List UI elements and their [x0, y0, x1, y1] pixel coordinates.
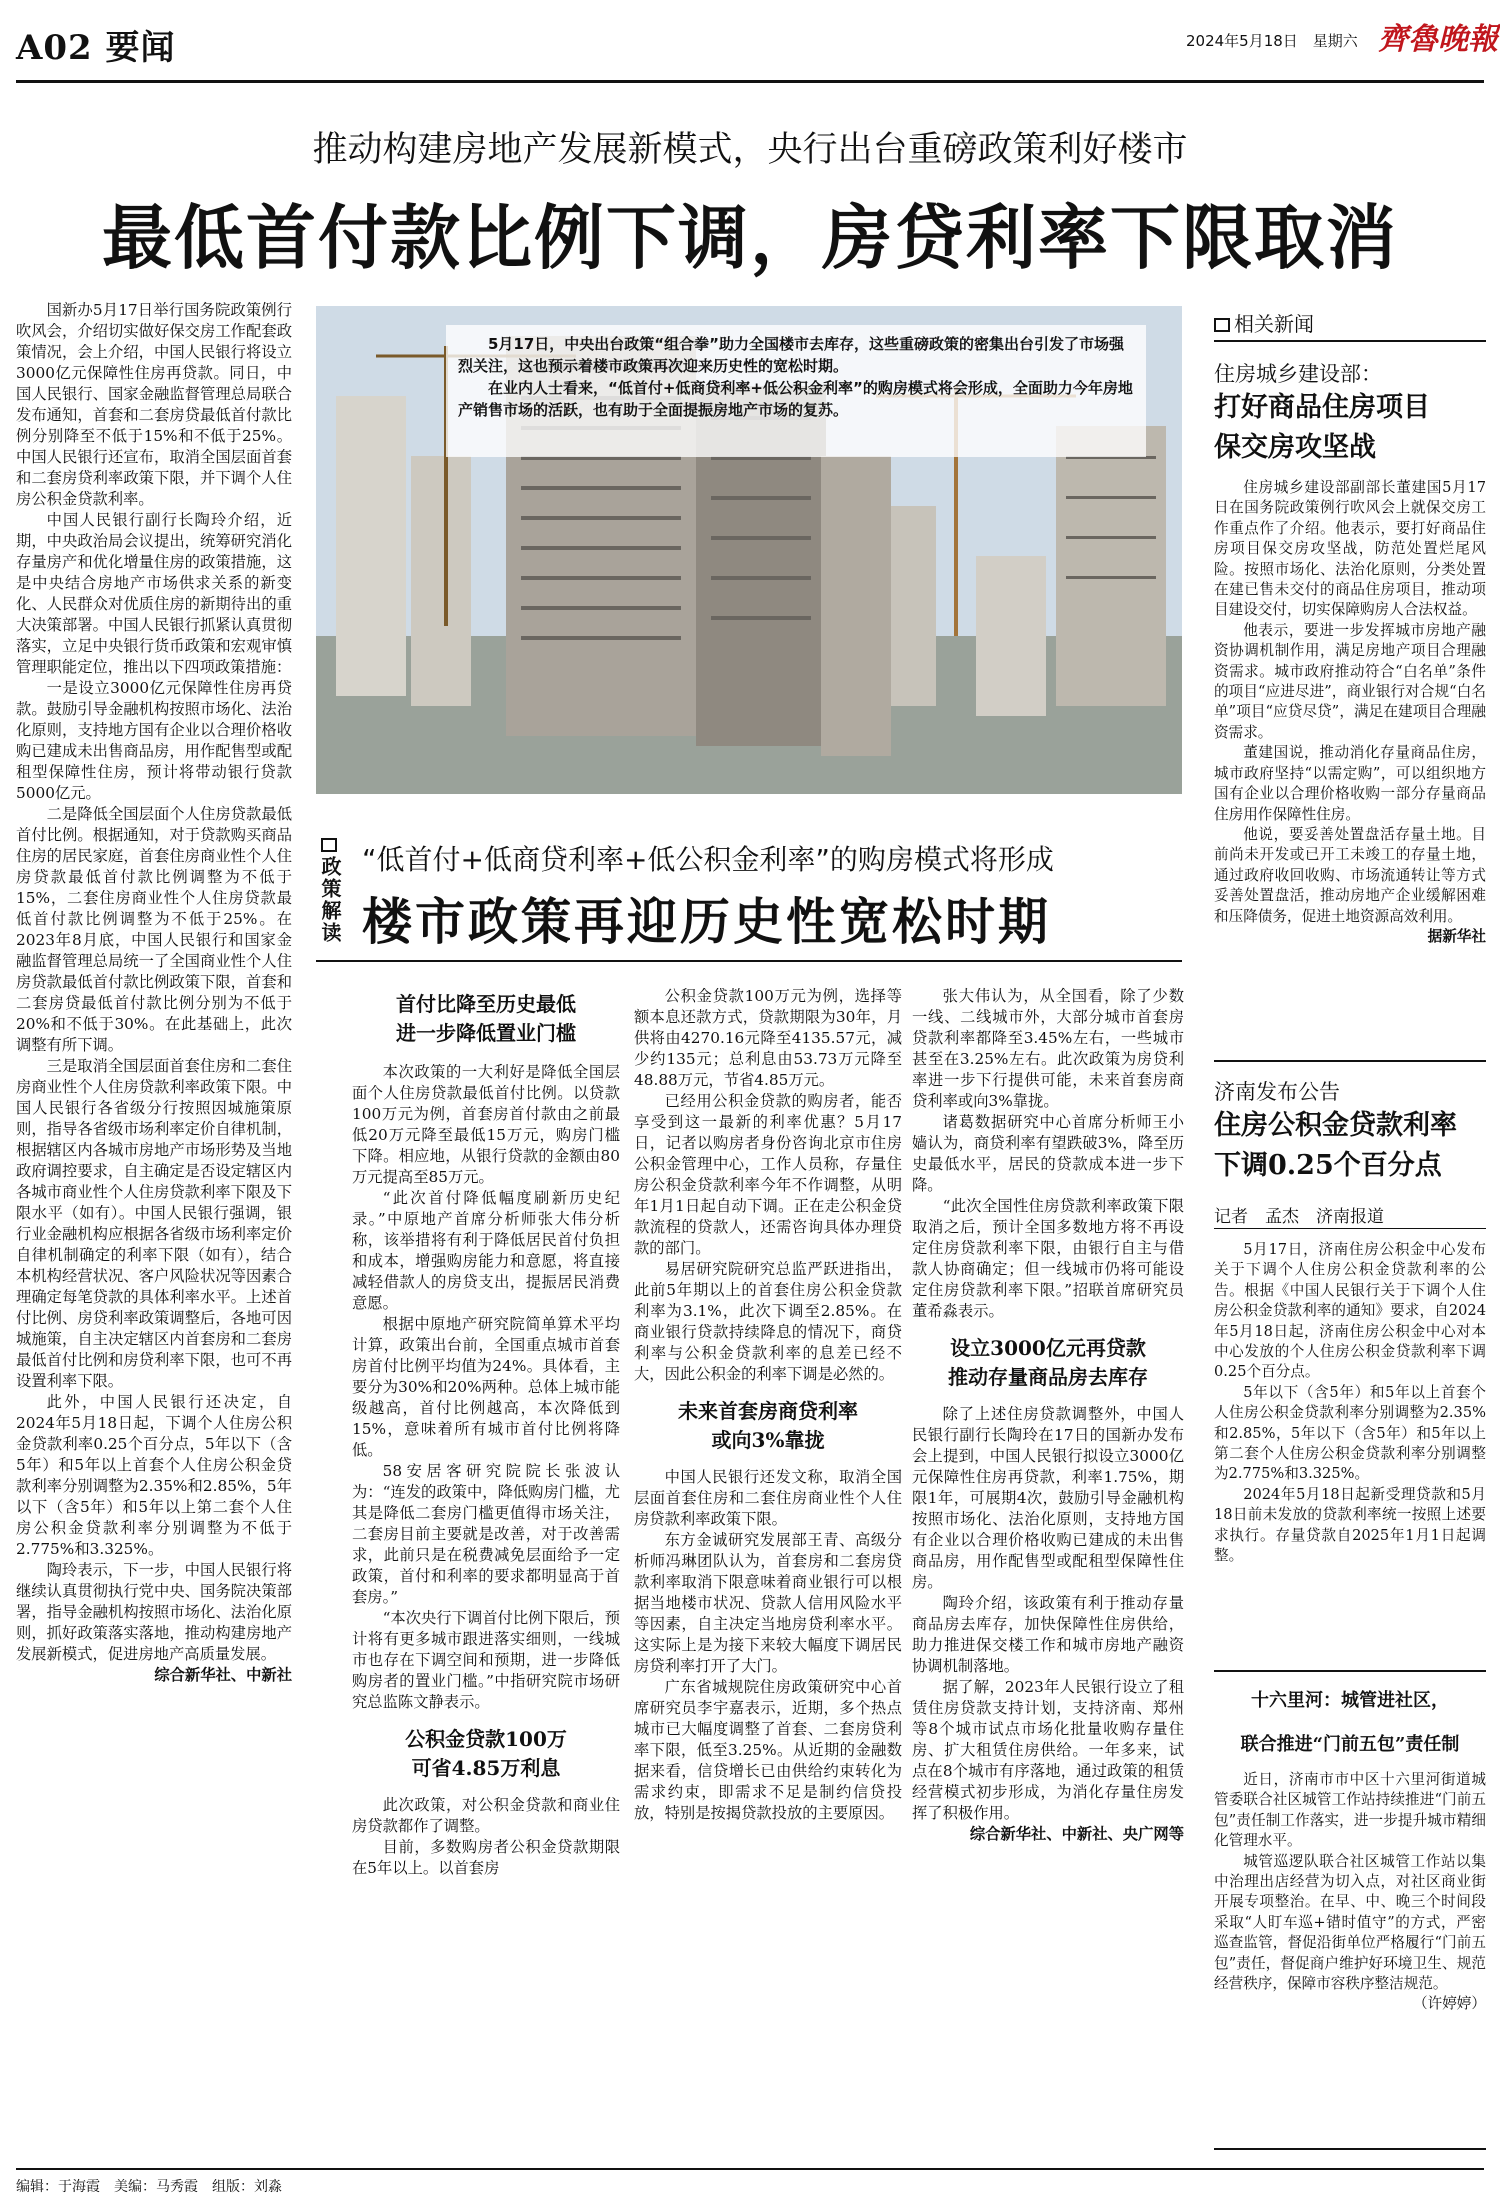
section-label-box: [318, 838, 344, 958]
paragraph: 据了解，2023年人民银行设立了租赁住房贷款支持计划，支持济南、郑州等8个城市试点市场化批量收购存量住房、扩大租赁住房供给。一年多来，试点在8个城市有序落地，通过政策的租赁经营模式初步形成，为消化存量住房发挥了积极作用。: [912, 1678, 1184, 1822]
paragraph: 国新办5月17日举行国务院政策例行吹风会，介绍切实做好保交房工作配套政策情况，会上介绍，中国人民银行将设立3000亿元保障性住房再贷款。同日，中国人民银行、国家金融监督管理总局联合发布通知，首套和二套房贷最低首付款比例分别降至不低于15%和不低于25%。中国人民银行还宣布，取消全国层面首套和二套房贷利率政策下限，并下调个人住房公积金贷款利率。: [16, 301, 292, 508]
paragraph: 易居研究院研究总监严跃进指出，此前5年期以上的首套住房公积金贷款利率为3.1%，此次下调至2.85%。在商业银行贷款持续降息的情况下，商贷利率与公积金贷款利率的息差已经不大，因此公积金的利率下调是必然的。: [634, 1260, 902, 1383]
caption-paragraph: 5月17日，中央出台政策“组合拳”助力全国楼市去库存，这些重磅政策的密集出台引发了市场强烈关注，这也预示着楼市政策再次迎来历史性的宽松时期。: [458, 335, 1125, 375]
paragraph: 根据中原地产研究院简单算术平均计算，政策出台前，全国重点城市首套房首付比例平均值为24%。具体看，主要分为30%和20%两种。总体上城市能级越高，首付比例越高，本次降低到15%，意味着所有城市首付比例将降低。: [352, 1315, 620, 1459]
paragraph: 除了上述住房贷款调整外，中国人民银行副行长陶玲在17日的国新办发布会上提到，中国人民银行拟设立3000亿元保障性住房再贷款，利率1.75%，期限1年，可展期4次，鼓励引导金融机构按照市场化、法治化原则，支持地方国有企业以合理价格收购已建成的未出售商品房，用作配售型或配租型保障性住房。: [912, 1405, 1184, 1591]
paragraph: 一是设立3000亿元保障性住房再贷款。鼓励引导金融机构按照市场化、法治化原则，支持地方国有企业以合理价格收购已建成未出售商品房，用作配售型或配租型保障性住房，预计将带动银行贷款5000亿元。: [16, 679, 292, 802]
footer-rule: [16, 2168, 1484, 2170]
analysis-headline: 楼市政策再迎历史性宽松时期: [362, 892, 1051, 951]
related-news-label: 相关新闻: [1234, 312, 1314, 336]
subhead: 设立3000亿元再贷款 推动存量商品房去库存: [948, 1336, 1148, 1389]
sidebar-rule: [1214, 1060, 1486, 1062]
square-icon: [1214, 318, 1230, 332]
paragraph: 他说，要妥善处置盘活存量土地。目前尚未开发或已开工未竣工的存量土地，通过政府收回收购、市场流通转让等方式妥善处置盘活，推动房地产企业缓解困难和压降债务，促进土地资源高效利用。: [1214, 825, 1486, 925]
paragraph: 广东省城规院住房政策研究中心首席研究员李宇嘉表示，近期，多个热点城市已大幅度调整了首套、二套房贷利率下限，低至3.25%。从近期的金融数据来看，信贷增长已由供给约束转化为需求约束，即需求不足是制约信贷投放，特别是按揭贷款投放的主要原因。: [634, 1678, 902, 1822]
paragraph: 三是取消全国层面首套住房和二套住房商业性个人住房贷款利率政策下限。中国人民银行各省级分行按照因城施策原则，指导各省级市场利率定价自律机制，根据辖区内各城市房地产市场形势及当地政府调控要求，自主确定是否设定辖区内各城市商业性个人住房贷款利率下限及下限水平（如有）。中国人民银行强调，银行业金融机构应根据各省级市场利率定价自律机制确定的利率下限（如有），结合本机构经营状况、客户风险状况等因素合理确定每笔贷款的具体利率水平。上述首付比例、房贷利率政策调整后，各地可因城施策，自主决定辖区内首套房和二套房最低首付比例和房贷利率下限，也可不再设置利率下限。: [16, 1057, 292, 1390]
paragraph: “本次央行下调首付比例下限后，预计将有更多城市跟进落实细则，一线城市也存在下调空间和预期，进一步降低购房者的置业门槛。”中指研究院市场研究总监陈文静表示。: [352, 1609, 620, 1711]
lead-story-column: [16, 300, 292, 2160]
paragraph: 董建国说，推动消化存量商品住房，城市政府坚持“以需定购”，可以组织地方国有企业以合理价格收购一部分存量商品住房用作保障性住房。: [1214, 744, 1486, 823]
paragraph: 诸葛数据研究中心首席分析师王小嫱认为，商贷利率有望跌破3%，降至历史最低水平，居民的贷款成本进一步下降。: [912, 1113, 1184, 1194]
analysis-kicker: “低首付+低商贷利率+低公积金利率”的购房模式将形成: [362, 843, 1054, 876]
photo-caption: [446, 325, 1146, 457]
paragraph: 陶玲介绍，该政策有利于推动存量商品房去库存，加快保障性住房供给，助力推进保交楼工作和城市房地产融资协调机制落地。: [912, 1594, 1184, 1675]
paragraph: 5年以下（含5年）和5年以上首套个人住房公积金贷款利率分别调整为2.35%和2.85%，5年以下（含5年）和5年以上第二套个人住房公积金贷款利率分别调整为2.775%和3.325%。: [1214, 1383, 1486, 1483]
lead-headline: 最低首付款比例下调，房贷利率下限取消: [102, 196, 1398, 279]
paragraph: 5月17日，济南住房公积金中心发布关于下调个人住房公积金贷款利率的公告。根据《中国人民银行关于下调个人住房公积金贷款利率的通知》要求，自2024年5月18日起，济南住房公积金中心对本中心发放的个人住房公积金贷款利率下调0.25个百分点。: [1214, 1241, 1486, 1381]
analysis-column-a: [352, 990, 620, 2160]
sidebar-kicker: 住房城乡建设部：: [1214, 362, 1382, 386]
paragraph: 本次政策的一大利好是降低全国层面个人住房贷款最低首付比例。以贷款100万元为例，首套房首付款由之前最低20万元降至最低15万元，购房门槛下降。相应地，从银行贷款的金额由80万元提高至85万元。: [352, 1063, 620, 1186]
page-section-label: A02 要闻: [16, 28, 176, 68]
paragraph: 中国人民银行副行长陶玲介绍，近期，中央政治局会议提出，统筹研究消化存量房产和优化增量住房的政策措施，这是中央结合房地产市场供求关系的新变化、人民群众对优质住房的新期待出的重大决策部署。中国人民银行抓紧认真贯彻落实，立足中央银行货币政策和宏观审慎管理职能定位，推出以下四项政策措施：: [16, 511, 292, 676]
story-credit: 综合新华社、中新社: [154, 1666, 292, 1684]
paragraph: 此次政策，对公积金贷款和商业住房贷款都作了调整。: [352, 1796, 620, 1835]
byline: 记者 孟杰 济南报道: [1214, 1207, 1384, 1227]
subhead: 公积金贷款100万 可省4.85万利息: [405, 1727, 567, 1780]
sidebar-kicker: 济南发布公告: [1214, 1080, 1340, 1104]
paragraph: 张大伟认为，从全国看，除了少数一线、二线城市外，大部分城市首套房贷款利率都降至3.45%左右，一些城市甚至在3.25%左右。此次政策为房贷利率进一步下行提供可能，未来首套房商贷利率或向3%靠拢。: [912, 987, 1184, 1110]
paragraph: 东方金诚研究发展部王青、高级分析师冯琳团队认为，首套房和二套房贷款利率取消下限意味着商业银行可以根据当地楼市状况、贷款人信用风险水平等因素，自主决定当地房贷利率水平。这实际上是为接下来较大幅度下调居民房贷利率打开了大门。: [634, 1531, 902, 1675]
paragraph: 住房城乡建设部副部长董建国5月17日在国务院政策例行吹风会上就保交房工作重点作了介绍。他表示，要打好商品住房项目保交房攻坚战，防范处置烂尾风险。按照市场化、法治化原则，分类处置在建已售未交付的商品住房项目，推动项目建设交付，切实保障购房人合法权益。: [1214, 479, 1486, 619]
paragraph: 2024年5月18日起新受理贷款和5月18日前未发放的贷款利率统一按照上述要求执行。存量贷款自2025年1月1日起调整。: [1214, 1485, 1486, 1565]
paragraph: 已经用公积金贷款的购房者，能否享受到这一最新的利率优惠？5月17日，记者以购房者身份咨询北京市住房公积金管理中心，工作人员称，存量住房公积金贷款利率今年不作调整，从明年1月1日起自动下调。正在走公积金贷款流程的贷款人，还需咨询具体办理贷款的部门。: [634, 1092, 902, 1257]
paragraph: 58安居客研究院院长张波认为：“连发的政策中，降低购房门槛，尤其是降低二套房门槛更值得市场关注，二套房目前主要就是改善，对于改善需求，此前只是在税费减免层面给予一定政策，首付和利率的要求都明显高于首套房。”: [352, 1462, 620, 1606]
story-credit: 综合新华社、中新社、央广网等: [969, 1825, 1184, 1843]
analysis-column-b: [634, 986, 902, 2160]
paragraph: 城管巡逻队联合社区城管工作站以集中治理出店经营为切入点，对社区商业街开展专项整治。在早、中、晚三个时间段采取“人盯车巡+错时值守”的方式，严密巡查监管，督促沿街单位严格履行“门前五包”责任，督促商户维护好环境卫生、规范经营秩序，保障市容秩序整洁规范。: [1214, 1852, 1486, 1993]
paragraph: 近日，济南市市中区十六里河街道城管委联合社区城管工作站持续推进“门前五包”责任制工作落实，进一步提升城市精细化管理水平。: [1214, 1771, 1486, 1850]
paragraph: 陶玲表示，下一步，中国人民银行将继续认真贯彻执行党中央、国务院决策部署，指导金融机构按照市场化、法治化原则，抓好政策落实落地，推动构建房地产发展新模式，促进房地产高质量发展。: [16, 1561, 292, 1663]
caption-paragraph: 在业内人士看来，“低首付+低商贷利率+低公积金利率”的购房模式将会形成，全面助力今年房地产销售市场的活跃，也有助于全面提振房地产市场的复苏。: [458, 379, 1133, 419]
story-credit: 据新华社: [1427, 927, 1486, 945]
analysis-rule: [316, 960, 1182, 962]
byline-rule: [1214, 1228, 1486, 1229]
paragraph: “此次全国性住房贷款利率政策下限取消之后，预计全国多数地方将不再设定住房贷款利率下限，由银行自主与借款人协商确定；但一线城市仍将可能设定住房贷款利率下限。”招联首席研究员董希淼表示。: [912, 1197, 1184, 1320]
story-credit: （许婷婷）: [1413, 1995, 1486, 2013]
related-news-tag: [1214, 308, 1314, 337]
sidebar-box: [1214, 1670, 1486, 2150]
sidebar-headline: 住房公积金贷款利率 下调0.25个百分点: [1214, 1110, 1457, 1181]
sidebar-story-1: [1214, 478, 1486, 1038]
box-headline: 十六里河：城管进社区，: [1251, 1690, 1449, 1711]
paragraph: 目前，多数购房者公积金贷款期限在5年以上。以首套房: [352, 1838, 620, 1877]
sidebar-headline: 打好商品住房项目 保交房攻坚战: [1214, 392, 1430, 463]
sidebar-rule: [1214, 340, 1486, 342]
newspaper-logo: 齊魯晚報: [1378, 22, 1498, 57]
header-rule: [16, 80, 1484, 83]
lead-kicker: 推动构建房地产发展新模式，央行出台重磅政策利好楼市: [312, 130, 1188, 170]
paragraph: 公积金贷款100万元为例，选择等额本息还款方式，贷款期限为30年，月供将由4270.16元降至4135.57元，减少约135元；总利息由53.73万元降至48.88万元，节省4.85万元。: [634, 987, 902, 1089]
section-label: 政策解读: [318, 856, 342, 944]
box-headline: 联合推进“门前五包”责任制: [1240, 1734, 1460, 1755]
paragraph: 二是降低全国层面个人住房贷款最低首付比例。根据通知，对于贷款购买商品住房的居民家庭，首套住房商业性个人住房贷款最低首付款比例调整为不低于15%，二套住房商业性个人住房贷款最低首付款比例调整为不低于25%。在2023年8月底，中国人民银行和国家金融监督管理总局统一了全国商业性个人住房贷款最低首付款比例政策下限，首套和二套房贷最低首付款比例分别为不低于20%和不低于30%。在此基础上，此次调整有所下调。: [16, 805, 292, 1054]
subhead: 未来首套房商贷利率 或向3%靠拢: [678, 1399, 858, 1452]
issue-date: 2024年5月18日 星期六: [1186, 32, 1358, 50]
paragraph: 他表示，要进一步发挥城市房地产融资协调机制作用，满足房地产项目合理融资需求。城市政府推动符合“白名单”条件的项目“应进尽进”，商业银行对合规“白名单”项目“应贷尽贷”，满足在建项目合理融资需求。: [1214, 621, 1486, 741]
paragraph: 中国人民银行还发文称，取消全国层面首套住房和二套住房商业性个人住房贷款利率政策下限。: [634, 1468, 902, 1528]
sidebar-story-2: [1214, 1240, 1486, 1650]
analysis-column-c: [912, 986, 1184, 2160]
paragraph: “此次首付降低幅度刷新历史纪录。”中原地产首席分析师张大伟分析称，该举措将有利于降低居民首付负担和成本，增强购房能力和意愿，将直接减轻借款人的房贷支出，提振居民消费意愿。: [352, 1189, 620, 1312]
subhead: 首付比降至历史最低 进一步降低置业门槛: [396, 992, 576, 1045]
page-footer: 编辑：于海霞 美编：马秀霞 组版：刘淼: [16, 2179, 282, 2195]
square-icon: [321, 838, 337, 852]
paragraph: 此外，中国人民银行还决定，自2024年5月18日起，下调个人住房公积金贷款利率0.25个百分点，5年以下（含5年）和5年以上首套个人住房公积金贷款利率分别调整为2.35%和2.85%，5年以下（含5年）和5年以上第二套个人住房公积金贷款利率分别调整为不低于2.775%和3.325%。: [16, 1393, 292, 1558]
